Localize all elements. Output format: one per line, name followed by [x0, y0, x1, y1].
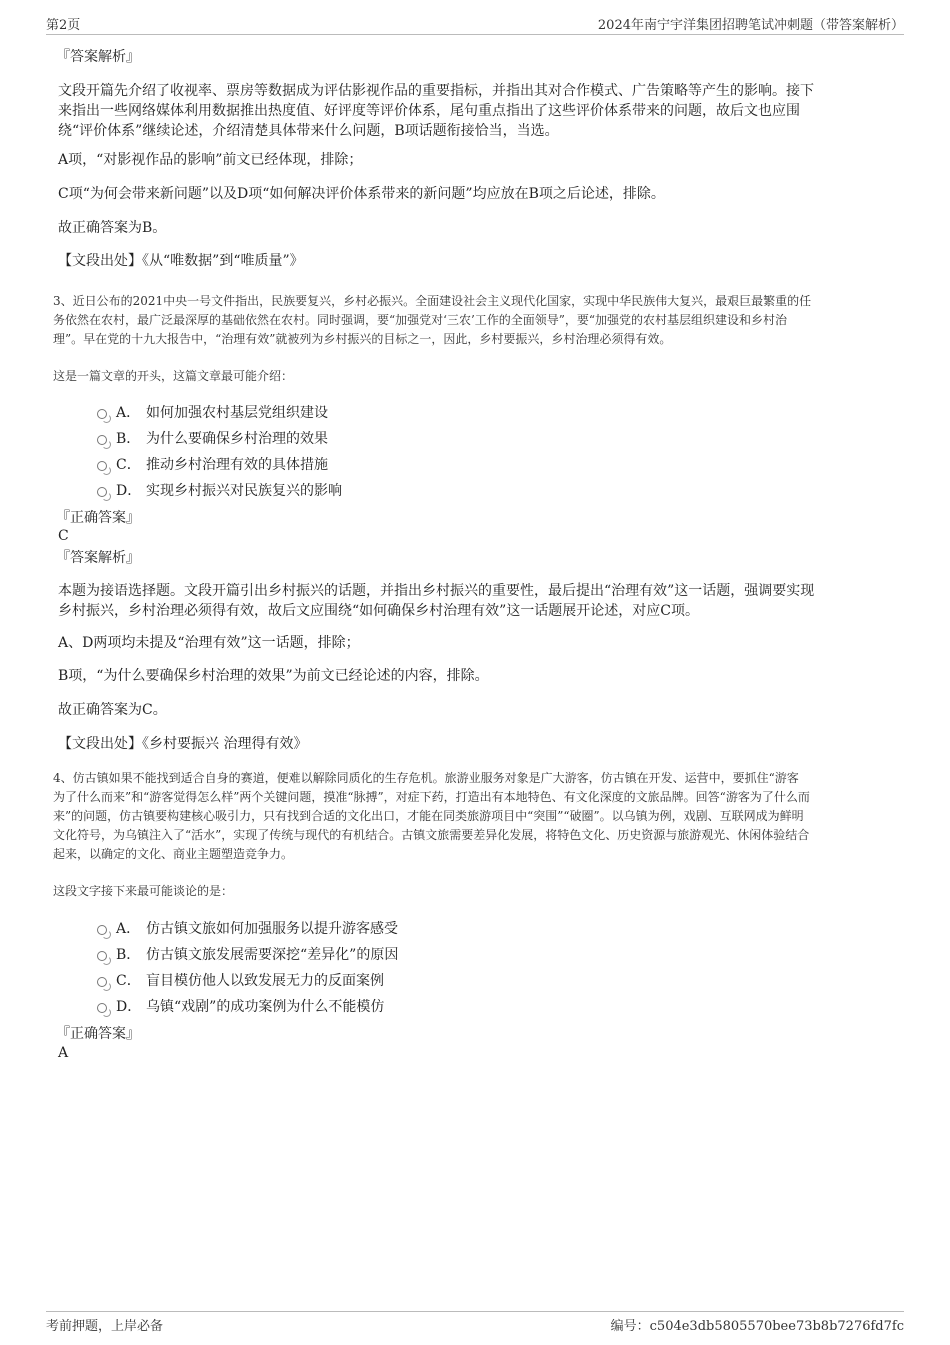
- analysis-label: 『答案解析』: [56, 550, 140, 566]
- text-line: 绕“评价体系”继续论述，介绍清楚具体带来什么问题，B项话题衔接恰当，当选。: [58, 123, 559, 139]
- text-line: 来”的问题，仿古镇要构建核心吸引力，只有找到合适的文化出口，才能在同类旅游项目中“突围”“破圈”。以乌镇为例，戏剧、互联网成为鲜明: [53, 809, 804, 823]
- option-text: 推动乡村治理有效的具体措施: [146, 457, 328, 473]
- source-citation: 【文段出处】《从“唯数据”到“唯质量”》: [58, 253, 304, 269]
- page-footer: [46, 1311, 904, 1334]
- document-id: 编号：c504e3db5805570bee73b8b7276fd7fc: [610, 1319, 904, 1334]
- page-header: [46, 14, 904, 35]
- question-prompt: 这是一篇文章的开头，这篇文章最可能介绍：: [53, 369, 294, 383]
- correct-answer: A: [58, 1045, 69, 1061]
- option-a[interactable]: [56, 400, 656, 426]
- text-line: 乡村振兴，乡村治理必须得有效，故后文应围绕“如何确保乡村治理有效”这一话题展开论述，对应C项。: [58, 603, 700, 619]
- option-text: 乌镇“戏剧”的成功案例为什么不能模仿: [146, 999, 385, 1015]
- analysis-paragraph: [58, 581, 814, 621]
- option-d[interactable]: [56, 994, 656, 1020]
- correct-answer: C: [58, 528, 69, 544]
- text-line: 4、仿古镇如果不能找到适合自身的赛道，便难以解除同质化的生存危机。旅游业服务对象是广大游客，仿古镇在开发、运营中，要抓住“游客: [53, 771, 799, 785]
- question-stem: [53, 292, 903, 349]
- source-citation: 【文段出处】《乡村要振兴 治理得有效》: [58, 736, 308, 752]
- text-line: 理”。早在党的十九大报告中，“治理有效”就被列为乡村振兴的目标之一，因此，乡村要振兴，乡村治理必须得有效。: [53, 332, 672, 346]
- page-number: 第2页: [46, 18, 81, 33]
- option-text: 如何加强农村基层党组织建设: [146, 405, 328, 421]
- radio-button-icon[interactable]: [97, 487, 107, 497]
- analysis-paragraph: B项，“为什么要确保乡村治理的效果”为前文已经论述的内容，排除。: [58, 668, 489, 684]
- text-line: 来指出一些网络媒体利用数据推出热度值、好评度等评价体系，尾句重点指出了这些评价体系带来的问题，故后文也应围: [58, 103, 800, 119]
- option-letter: D．: [116, 999, 142, 1015]
- option-letter: C．: [116, 973, 141, 989]
- radio-button-icon[interactable]: [97, 951, 107, 961]
- option-c[interactable]: [56, 968, 656, 994]
- analysis-paragraph: C项“为何会带来新问题”以及D项“如何解决评价体系带来的新问题”均应放在B项之后论述，排除。: [58, 186, 665, 202]
- question-prompt: 这段文字接下来最可能谈论的是：: [53, 884, 234, 898]
- option-letter: D．: [116, 483, 142, 499]
- radio-button-icon[interactable]: [97, 1003, 107, 1013]
- option-letter: A．: [116, 921, 141, 937]
- text-line: 3、近日公布的2021中央一号文件指出，民族要复兴，乡村必振兴。全面建设社会主义现代化国家，实现中华民族伟大复兴，最艰巨最繁重的任: [53, 294, 812, 308]
- analysis-paragraph: [58, 81, 814, 141]
- question-stem: [53, 769, 903, 864]
- option-text: 仿古镇文旅发展需要深挖“差异化”的原因: [146, 947, 399, 963]
- radio-button-icon[interactable]: [97, 925, 107, 935]
- analysis-label: 『答案解析』: [56, 49, 140, 65]
- option-letter: B．: [116, 947, 141, 963]
- document-title: 2024年南宁宇洋集团招聘笔试冲刺题（带答案解析）: [597, 18, 904, 33]
- text-line: 为了什么而来”和“游客觉得怎么样”两个关键问题，摸准“脉搏”，对症下药，打造出有本地特色、有文化深度的文旅品牌。回答“游客为了什么而: [53, 790, 810, 804]
- radio-button-icon[interactable]: [97, 435, 107, 445]
- option-text: 为什么要确保乡村治理的效果: [146, 431, 328, 447]
- radio-button-icon[interactable]: [97, 977, 107, 987]
- text-line: 文化符号，为乌镇注入了“活水”，实现了传统与现代的有机结合。古镇文旅需要差异化发展，将特色文化、历史资源与旅游观光、休闲体验结合: [53, 828, 810, 842]
- radio-button-icon[interactable]: [97, 409, 107, 419]
- text-line: 起来，以确定的文化、商业主题塑造竞争力。: [53, 847, 294, 861]
- analysis-paragraph: A、D两项均未提及“治理有效”这一话题，排除；: [58, 635, 360, 651]
- option-text: 实现乡村振兴对民族复兴的影响: [146, 483, 342, 499]
- analysis-paragraph: A项，“对影视作品的影响”前文已经体现，排除；: [58, 152, 363, 168]
- text-line: 文段开篇先介绍了收视率、票房等数据成为评估影视作品的重要指标，并指出其对合作模式、广告策略等产生的影响。接下: [58, 83, 814, 99]
- options-list: [56, 400, 656, 504]
- option-b[interactable]: [56, 426, 656, 452]
- analysis-paragraph: 故正确答案为B。: [58, 220, 167, 236]
- option-text: 仿古镇文旅如何加强服务以提升游客感受: [146, 921, 398, 937]
- option-letter: C．: [116, 457, 141, 473]
- option-letter: A．: [116, 405, 141, 421]
- options-list: [56, 916, 656, 1020]
- radio-button-icon[interactable]: [97, 461, 107, 471]
- analysis-paragraph: 故正确答案为C。: [58, 702, 167, 718]
- option-c[interactable]: [56, 452, 656, 478]
- correct-answer-label: 『正确答案』: [56, 510, 140, 526]
- option-a[interactable]: [56, 916, 656, 942]
- text-line: 务依然在农村，最广泛最深厚的基础依然在农村。同时强调，要“加强党对‘三农’工作的全面领导”，要“加强党的农村基层组织建设和乡村治: [53, 313, 788, 327]
- footer-slogan: 考前押题，上岸必备: [46, 1319, 164, 1334]
- option-letter: B．: [116, 431, 141, 447]
- option-b[interactable]: [56, 942, 656, 968]
- option-d[interactable]: [56, 478, 656, 504]
- text-line: 本题为接语选择题。文段开篇引出乡村振兴的话题，并指出乡村振兴的重要性，最后提出“治理有效”这一话题，强调要实现: [58, 583, 815, 599]
- option-text: 盲目模仿他人以致发展无力的反面案例: [146, 973, 384, 989]
- correct-answer-label: 『正确答案』: [56, 1026, 140, 1042]
